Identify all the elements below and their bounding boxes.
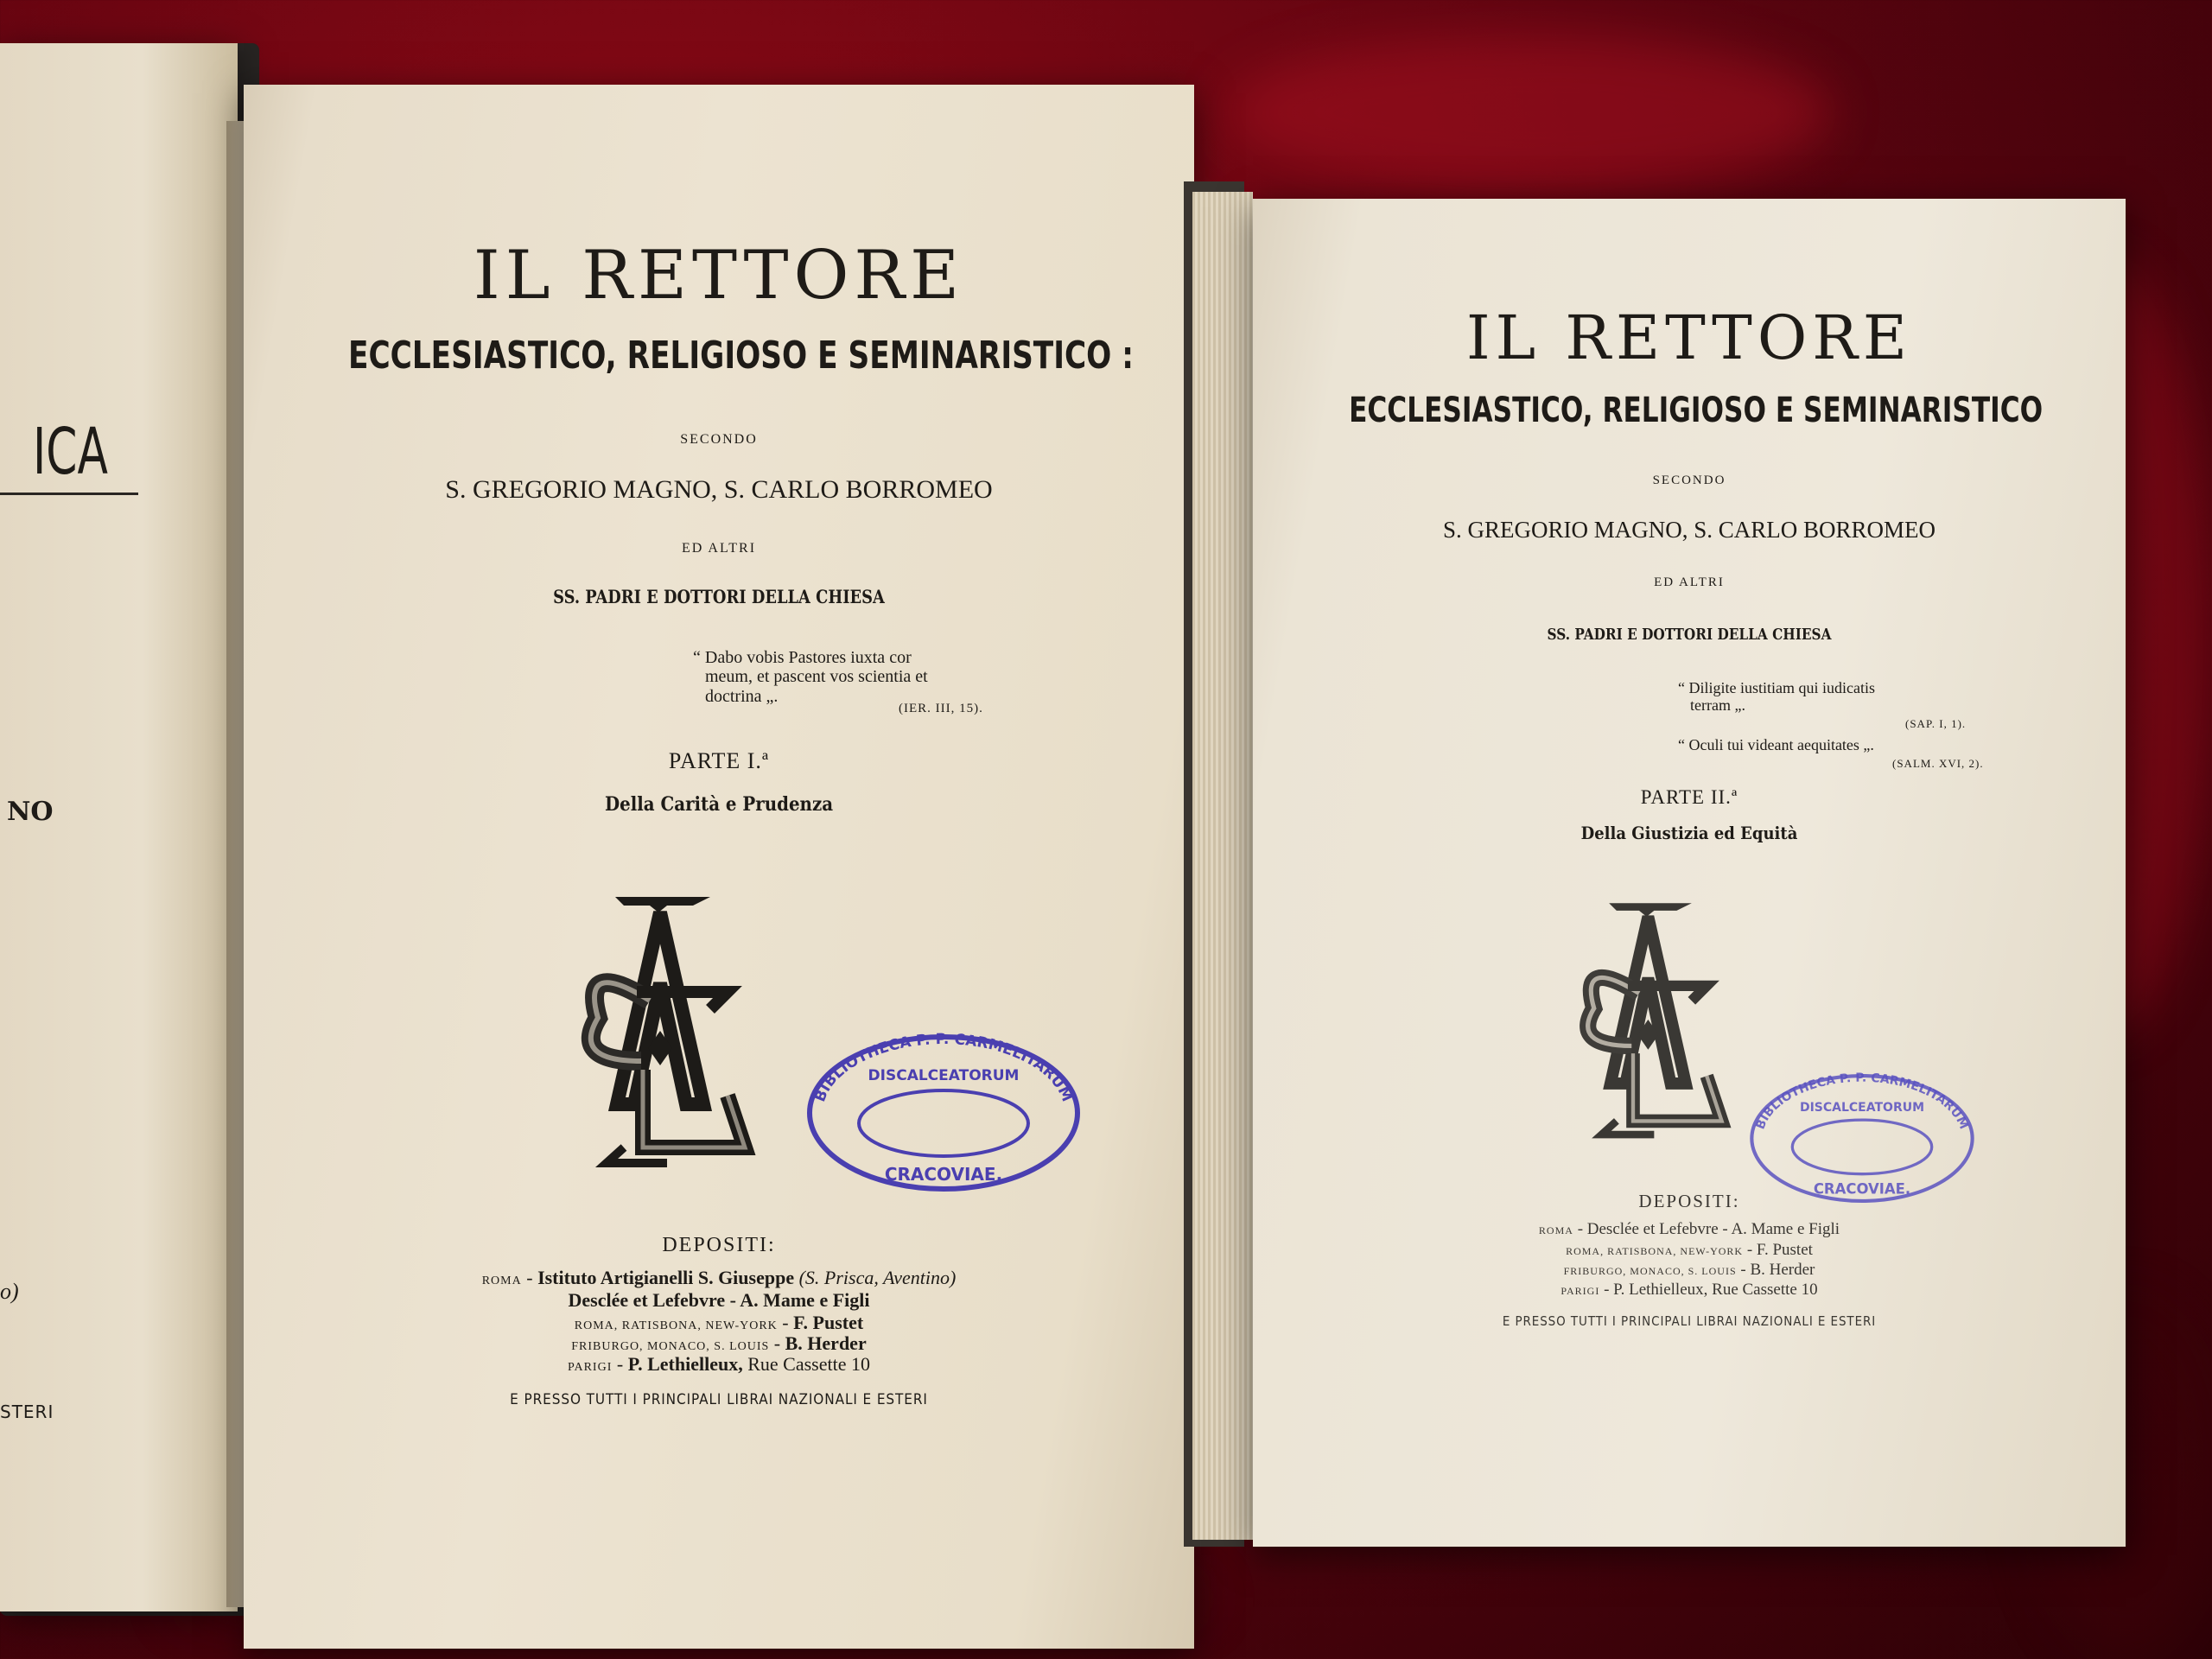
subtitle: ECCLESIASTICO, RELIGIOSO E SEMINARISTICO bbox=[1349, 391, 2044, 430]
saints-line: S. GREGORIO MAGNO, S. CARLO BORROMEO bbox=[1442, 517, 1936, 543]
depositi-place: ROMA bbox=[481, 1274, 522, 1287]
depositi-place: PARIGI bbox=[1560, 1285, 1600, 1297]
depositi-name: P. Lethielleux, bbox=[1613, 1281, 1708, 1299]
depositi-line bbox=[1253, 1281, 2126, 1300]
depositi-extra: Rue Cassette 10 bbox=[1712, 1281, 1818, 1299]
quote-line: “ Diligite iustitiam qui iudicatis bbox=[1678, 679, 1875, 696]
ed-altri-label: ED ALTRI bbox=[1654, 575, 1725, 589]
depositi-heading: DEPOSITI: bbox=[662, 1234, 776, 1256]
depositi-line bbox=[244, 1332, 1194, 1355]
previous-page-line-fragment: NO bbox=[7, 797, 54, 827]
padri-line: SS. PADRI E DOTTORI DELLA CHIESA bbox=[553, 586, 885, 607]
depositi-name: Desclée et Lefebvre bbox=[1586, 1220, 1719, 1238]
epigraph-quote-1 bbox=[1678, 679, 1875, 714]
depositi-extra: - A. Mame e Figli bbox=[1722, 1220, 1840, 1238]
right-book-title-page bbox=[1253, 199, 2126, 1547]
depositi-extra: Rue Cassette 10 bbox=[747, 1353, 870, 1375]
stamp-line-2: DISCALCEATORUM bbox=[1799, 1101, 1925, 1116]
depositi-sep: - bbox=[1599, 1281, 1614, 1299]
depositi-line bbox=[244, 1289, 1194, 1312]
depositi-extra: - A. Mame e Figli bbox=[729, 1289, 870, 1311]
depositi-sep: - bbox=[521, 1267, 538, 1288]
quote-line: doctrina „. bbox=[705, 686, 779, 706]
quote-line: meum, et pascent vos scientia et bbox=[705, 667, 928, 687]
depositi-name: B. Herder bbox=[785, 1332, 867, 1354]
depositi-sep: - bbox=[1573, 1220, 1587, 1238]
secondo-label: SECONDO bbox=[1652, 474, 1726, 487]
depositi-heading: DEPOSITI: bbox=[1638, 1191, 1740, 1211]
secondo-label: SECONDO bbox=[680, 432, 758, 447]
title: IL RETTORE bbox=[473, 237, 965, 315]
stamp-line-2: DISCALCEATORUM bbox=[868, 1067, 1020, 1084]
parte-label: PARTE I.ª bbox=[668, 748, 770, 773]
epigraph-quote bbox=[693, 648, 928, 706]
right-book bbox=[1184, 181, 2134, 1564]
subtitle: ECCLESIASTICO, RELIGIOSO E SEMINARISTICO : bbox=[348, 334, 1135, 378]
quote-line: terram „. bbox=[1690, 696, 1745, 715]
quote-citation: (IER. III, 15). bbox=[899, 702, 983, 715]
previous-page-heading-fragment: ICA bbox=[33, 415, 108, 489]
depositi-line bbox=[244, 1312, 1194, 1334]
publisher-monogram bbox=[1564, 894, 1737, 1145]
depositi-place: FRIBURGO, MONACO, S. LOUIS bbox=[1563, 1265, 1737, 1277]
left-book bbox=[0, 43, 1210, 1616]
depositi-line bbox=[1253, 1241, 2126, 1260]
quote-citation-1: (SAP. I, 1). bbox=[1905, 717, 1967, 730]
depositi-sep: - bbox=[1736, 1261, 1751, 1279]
depositi-extra: (S. Prisca, Aventino) bbox=[798, 1267, 957, 1288]
previous-page-foot-fragment: STERI bbox=[0, 1402, 54, 1422]
stamp-line-1: BIBLIOTHECA P. P. CARMELITARUM bbox=[811, 1030, 1076, 1105]
depositi-place: ROMA bbox=[1538, 1224, 1573, 1236]
parte-subtitle: Della Carità e Prudenza bbox=[604, 793, 834, 816]
presso-line: E PRESSO TUTTI I PRINCIPALI LIBRAI NAZIONALI E ESTERI bbox=[1502, 1313, 1877, 1329]
library-stamp bbox=[1741, 1067, 1983, 1210]
parte-label: PARTE II.ª bbox=[1640, 786, 1738, 808]
title: IL RETTORE bbox=[1465, 302, 1913, 373]
depositi-place: PARIGI bbox=[567, 1361, 613, 1374]
quote-citation-2: (SALM. XVI, 2). bbox=[1892, 757, 1984, 770]
right-book-page-edge bbox=[1192, 192, 1253, 1540]
depositi-sep: - bbox=[1743, 1241, 1757, 1259]
depositi-name: F. Pustet bbox=[793, 1312, 864, 1333]
depositi-sep: - bbox=[769, 1332, 785, 1354]
depositi-name: P. Lethielleux, bbox=[627, 1353, 743, 1375]
ed-altri-label: ED ALTRI bbox=[681, 541, 757, 556]
depositi-line bbox=[1253, 1261, 2126, 1280]
epigraph-quote-2 bbox=[1678, 736, 1874, 753]
parte-subtitle: Della Giustizia ed Equità bbox=[1580, 823, 1798, 843]
previous-page-paren-fragment: o) bbox=[0, 1279, 19, 1304]
stamp-line-3: CRACOVIAE. bbox=[1813, 1180, 1911, 1198]
publisher-monogram bbox=[563, 888, 762, 1173]
depositi-name: Istituto Artigianelli S. Giuseppe bbox=[537, 1267, 795, 1288]
depositi-sep: - bbox=[777, 1312, 794, 1333]
depositi-place: FRIBURGO, MONACO, S. LOUIS bbox=[571, 1340, 770, 1353]
depositi-name: F. Pustet bbox=[1756, 1241, 1813, 1259]
depositi-name: B. Herder bbox=[1750, 1261, 1815, 1279]
left-book-previous-page bbox=[0, 43, 238, 1611]
left-book-title-page bbox=[244, 85, 1194, 1649]
saints-line: S. GREGORIO MAGNO, S. CARLO BORROMEO bbox=[445, 475, 993, 504]
quote-line: “ Dabo vobis Pastores iuxta cor bbox=[693, 648, 912, 667]
depositi-place: ROMA, RATISBONA, NEW-YORK bbox=[574, 1319, 778, 1332]
previous-page-rule bbox=[0, 493, 138, 495]
padri-line: SS. PADRI E DOTTORI DELLA CHIESA bbox=[1547, 626, 1832, 644]
library-stamp bbox=[797, 1027, 1090, 1199]
depositi-sep: - bbox=[612, 1353, 628, 1375]
depositi-place: ROMA, RATISBONA, NEW-YORK bbox=[1566, 1245, 1744, 1257]
stamp-line-1: BIBLIOTHECA P. P. CARMELITARUM bbox=[1753, 1071, 1971, 1132]
depositi-name: Desclée et Lefebvre bbox=[568, 1289, 726, 1311]
depositi-line bbox=[1253, 1220, 2126, 1239]
velvet-fold bbox=[1227, 35, 1832, 190]
depositi-line bbox=[244, 1267, 1194, 1289]
depositi-line bbox=[244, 1353, 1194, 1376]
presso-line: E PRESSO TUTTI I PRINCIPALI LIBRAI NAZIONALI E ESTERI bbox=[510, 1391, 928, 1408]
quote-line: “ Oculi tui videant aequitates „. bbox=[1678, 736, 1874, 753]
stamp-line-3: CRACOVIAE. bbox=[884, 1164, 1003, 1185]
